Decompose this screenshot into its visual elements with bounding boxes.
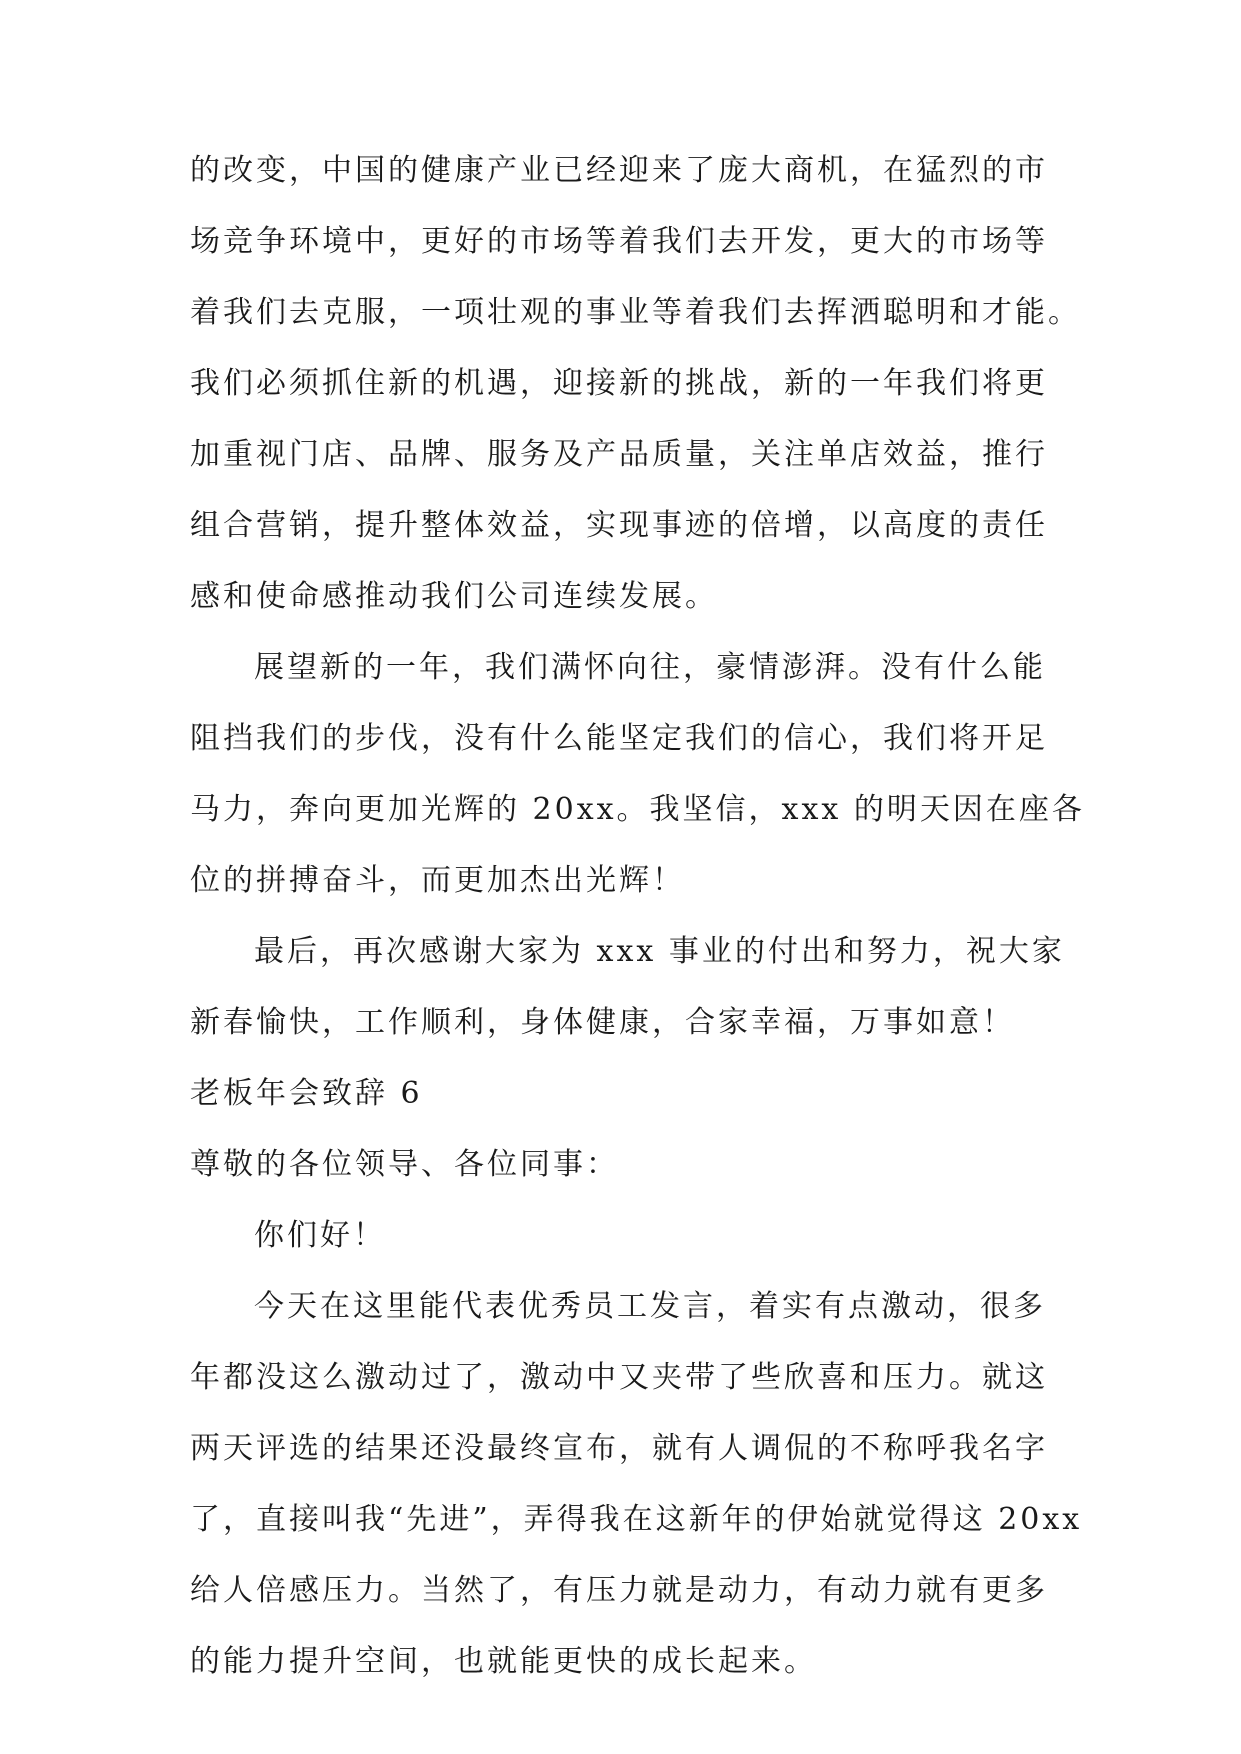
paragraph-start-line: 展望新的一年，我们满怀向往，豪情澎湃。没有什么能 bbox=[254, 650, 1046, 685]
text-line: 阻挡我们的步伐，没有什么能坚定我们的信心，我们将开足 bbox=[190, 721, 1048, 756]
greeting: 你们好！ bbox=[254, 1218, 386, 1253]
text-line: 组合营销，提升整体效益，实现事迹的倍增，以高度的责任 bbox=[190, 508, 1048, 543]
text-line: 场竞争环境中，更好的市场等着我们去开发，更大的市场等 bbox=[190, 224, 1048, 259]
text-line: 的改变，中国的健康产业已经迎来了庞大商机，在猛烈的市 bbox=[190, 153, 1048, 188]
text-line: 位的拼搏奋斗，而更加杰出光辉！ bbox=[190, 863, 685, 898]
salutation: 尊敬的各位领导、各位同事： bbox=[190, 1147, 619, 1182]
paragraph-start-line: 今天在这里能代表优秀员工发言，着实有点激动，很多 bbox=[254, 1289, 1046, 1324]
text-line: 给人倍感压力。当然了，有压力就是动力，有动力就有更多 bbox=[190, 1573, 1048, 1608]
text-line: 了，直接叫我“先进”，弄得我在这新年的伊始就觉得这 20xx bbox=[190, 1502, 1083, 1537]
text-line: 感和使命感推动我们公司连续发展。 bbox=[190, 579, 718, 614]
text-line: 的能力提升空间，也就能更快的成长起来。 bbox=[190, 1644, 817, 1679]
section-heading: 老板年会致辞 6 bbox=[190, 1076, 423, 1111]
text-line: 新春愉快，工作顺利，身体健康，合家幸福，万事如意！ bbox=[190, 1005, 1015, 1040]
text-line: 着我们去克服，一项壮观的事业等着我们去挥洒聪明和才能。 bbox=[190, 295, 1081, 330]
paragraph-start-line: 最后，再次感谢大家为 xxx 事业的付出和努力，祝大家 bbox=[254, 934, 1065, 969]
text-line: 加重视门店、品牌、服务及产品质量，关注单店效益，推行 bbox=[190, 437, 1048, 472]
text-line: 年都没这么激动过了，激动中又夹带了些欣喜和压力。就这 bbox=[190, 1360, 1048, 1395]
text-line: 我们必须抓住新的机遇，迎接新的挑战，新的一年我们将更 bbox=[190, 366, 1048, 401]
text-line: 两天评选的结果还没最终宣布，就有人调侃的不称呼我名字 bbox=[190, 1431, 1048, 1466]
text-line: 马力，奔向更加光辉的 20xx。我坚信，xxx 的明天因在座各 bbox=[190, 792, 1085, 827]
